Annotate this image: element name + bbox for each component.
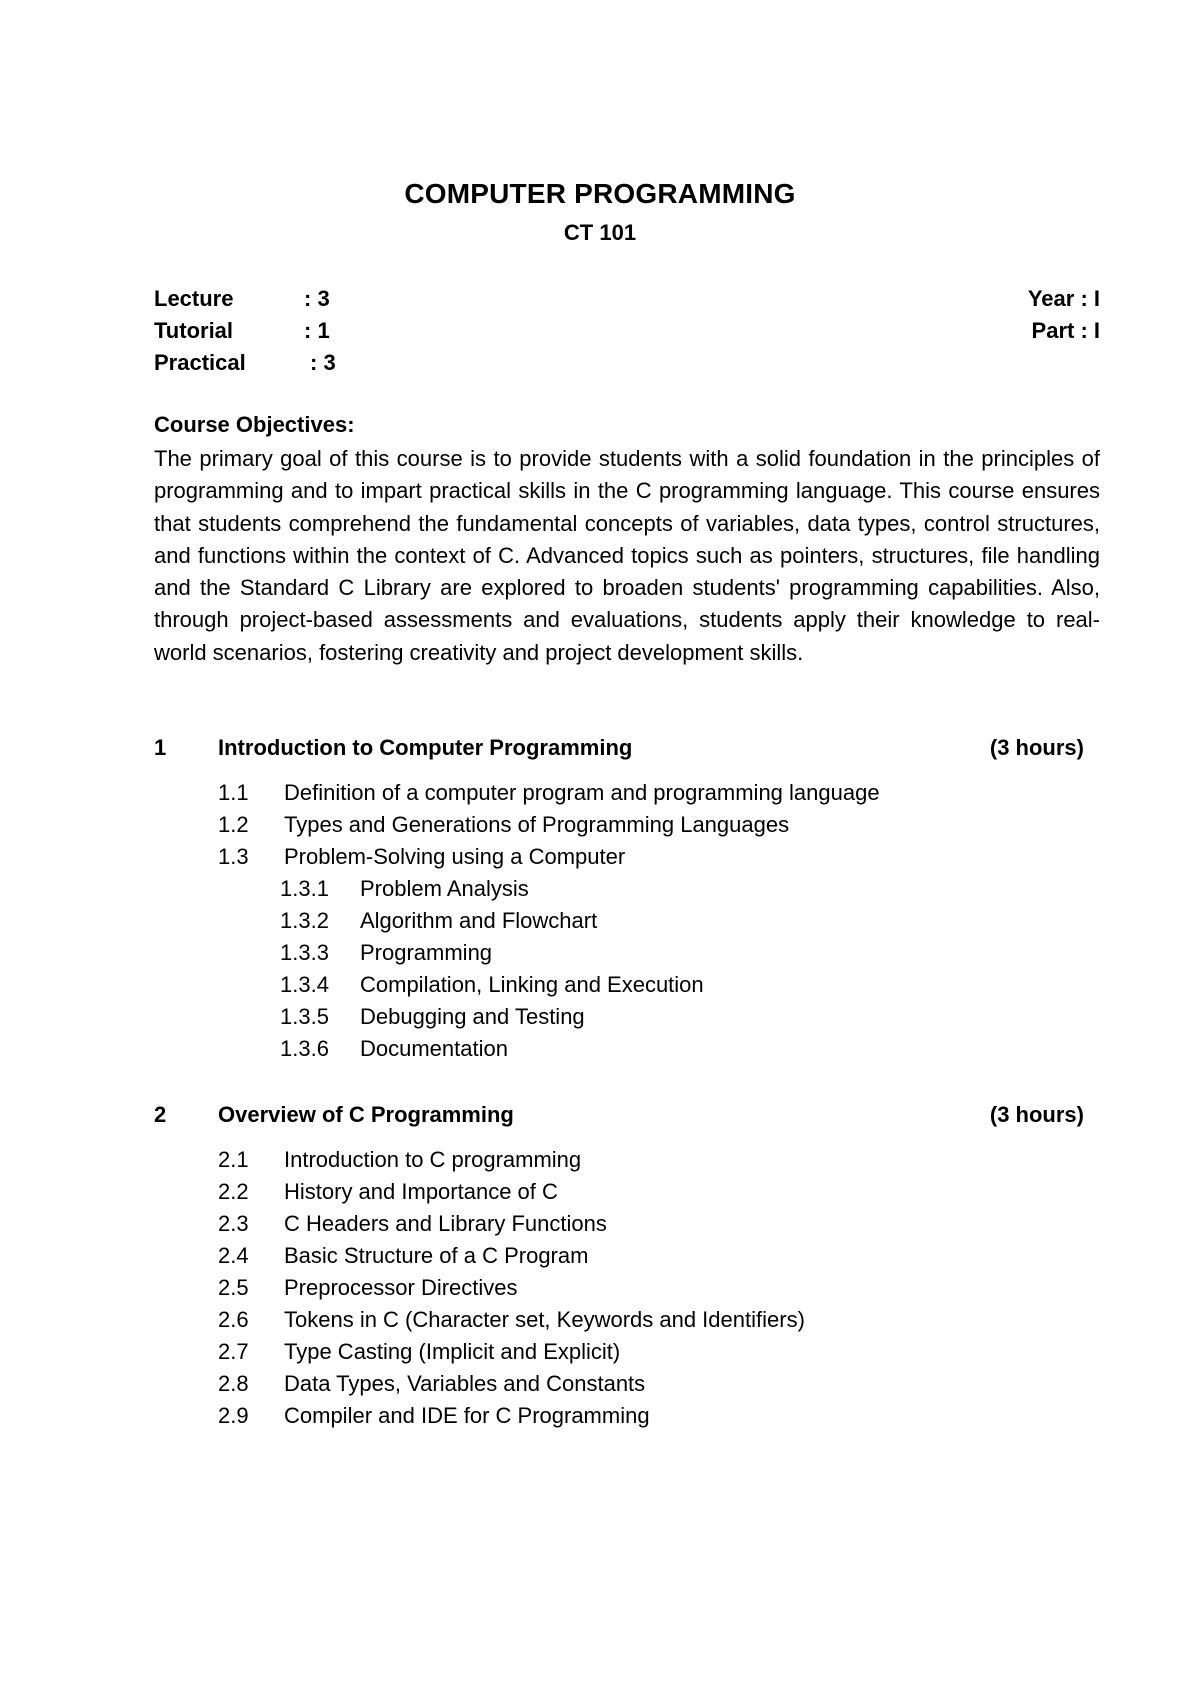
subitem-number: 1.3.5 xyxy=(280,1004,329,1029)
item-number: 2.3 xyxy=(218,1211,249,1236)
subitem-text: Programming xyxy=(360,940,493,965)
item-text: Problem-Solving using a Computer xyxy=(284,844,626,869)
section-heading-2 xyxy=(154,1102,1084,1132)
subitem-number: 1.3.4 xyxy=(280,972,329,997)
section-title: Introduction to Computer Programming xyxy=(218,735,633,760)
course-code: CT 101 xyxy=(563,220,637,245)
item-text: Tokens in C (Character set, Keywords and Identifiers) xyxy=(284,1307,805,1332)
item-number: 2.5 xyxy=(218,1275,249,1300)
tutorial-value: : 1 xyxy=(304,318,330,343)
item-number: 1.3 xyxy=(218,844,249,869)
subitem-text: Documentation xyxy=(360,1036,508,1061)
item-text: Preprocessor Directives xyxy=(284,1275,518,1300)
section-heading-1 xyxy=(154,735,1084,765)
practical-value: : 3 xyxy=(310,350,336,375)
subitem-number: 1.3.1 xyxy=(280,876,329,901)
item-number: 2.1 xyxy=(218,1147,249,1172)
subitem-number: 1.3.3 xyxy=(280,940,329,965)
section-number: 1 xyxy=(154,735,167,760)
section-number: 2 xyxy=(154,1102,167,1127)
page-title: COMPUTER PROGRAMMING xyxy=(404,178,796,209)
item-number: 2.7 xyxy=(218,1339,249,1364)
subitem-text: Compilation, Linking and Execution xyxy=(360,972,704,997)
meta-row-lecture xyxy=(154,286,1100,316)
lecture-label: Lecture xyxy=(154,286,234,311)
item-text: Type Casting (Implicit and Explicit) xyxy=(284,1339,621,1364)
year-value: Year : I xyxy=(1027,286,1100,311)
item-number: 1.2 xyxy=(218,812,249,837)
subitem-text: Problem Analysis xyxy=(360,876,529,901)
subitem-text: Debugging and Testing xyxy=(360,1004,585,1029)
item-text: C Headers and Library Functions xyxy=(284,1211,607,1236)
item-text: Basic Structure of a C Program xyxy=(284,1243,589,1268)
part-value: Part : I xyxy=(1031,318,1100,343)
item-text: Introduction to C programming xyxy=(284,1147,582,1172)
meta-row-practical xyxy=(154,350,1100,380)
item-text: Compiler and IDE for C Programming xyxy=(284,1403,650,1428)
section-title: Overview of C Programming xyxy=(218,1102,514,1127)
meta-row-tutorial xyxy=(154,318,1100,348)
item-text: Types and Generations of Programming Languages xyxy=(284,812,790,837)
item-number: 2.6 xyxy=(218,1307,249,1332)
subitem-text: Algorithm and Flowchart xyxy=(360,908,598,933)
subitem-number: 1.3.6 xyxy=(280,1036,329,1061)
tutorial-label: Tutorial xyxy=(154,318,234,343)
section-hours: (3 hours) xyxy=(989,1102,1084,1127)
practical-label: Practical xyxy=(154,350,246,375)
objectives-paragraph: The primary goal of this course is to provide students with a solid foundation in the principles of programming and to impart practical skills in the C programming language. This course ensures that students comprehend the fundamental concepts of variables, data types, control structures, and functions within the context of C. Advanced topics such as pointers, structures, file handling and the Standard C Library are explored to broaden students' programming capabilities. Also, through project-based assessments and evaluations, students apply their knowledge to real-world scenarios, fostering creativity and project development skills. xyxy=(154,446,1100,665)
item-number: 2.4 xyxy=(218,1243,249,1268)
item-text: Definition of a computer program and programming language xyxy=(284,780,880,805)
item-number: 2.9 xyxy=(218,1403,249,1428)
item-text: Data Types, Variables and Constants xyxy=(284,1371,646,1396)
subitem-number: 1.3.2 xyxy=(280,908,329,933)
item-number: 1.1 xyxy=(218,780,249,805)
item-number: 2.8 xyxy=(218,1371,249,1396)
lecture-value: : 3 xyxy=(304,286,330,311)
section-hours: (3 hours) xyxy=(989,735,1084,760)
item-text: History and Importance of C xyxy=(284,1179,558,1204)
item-number: 2.2 xyxy=(218,1179,249,1204)
objectives-heading: Course Objectives: xyxy=(154,412,355,437)
